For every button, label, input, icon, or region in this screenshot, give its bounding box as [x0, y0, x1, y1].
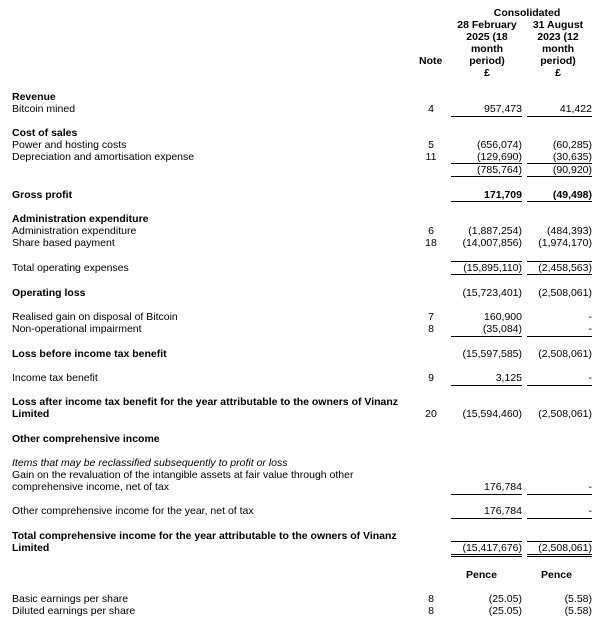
diluted-eps-note: 8 — [428, 605, 434, 617]
pence-header-2023: Pence — [541, 569, 572, 581]
basic-eps-note: 8 — [428, 593, 434, 605]
cos-total-2025: (785,764) — [477, 164, 522, 176]
realised-gain-2025: 160,900 — [484, 311, 522, 323]
itb-rule-2 — [527, 385, 592, 386]
gross-rule-1 — [451, 201, 522, 202]
loss-before-tax-2023: (2,508,061) — [538, 348, 592, 360]
admin-heading: Administration expenditure — [12, 213, 149, 225]
realised-gain-2023: - — [588, 311, 592, 323]
basic-eps-2023: (5.58) — [564, 593, 592, 605]
oci-net-rule-2 — [527, 518, 592, 519]
operating-loss-2023: (2,508,061) — [538, 287, 592, 299]
impairment-rule-1 — [451, 336, 522, 337]
power-hosting-note: 5 — [428, 139, 434, 151]
gross-profit-2025: 171,709 — [484, 189, 522, 201]
itb-rule-1 — [451, 385, 522, 386]
power-hosting-2023: (60,285) — [552, 139, 592, 151]
loss-before-tax-2025: (15,597,585) — [462, 348, 522, 360]
admin-expenditure-note: 6 — [428, 225, 434, 237]
total-opex-label: Total operating expenses — [12, 262, 129, 274]
cos-rule-bottom-2 — [527, 176, 592, 177]
depreciation-label: Depreciation and amortisation expense — [12, 151, 195, 163]
realised-gain-label: Realised gain on disposal of Bitcoin — [12, 311, 178, 323]
bitcoin-mined-label: Bitcoin mined — [12, 103, 76, 115]
loss-after-tax-label: Loss after income tax benefit for the year attributable to the owners of Vinanz Limited — [12, 396, 399, 420]
admin-expenditure-2023: (484,393) — [547, 225, 592, 237]
cos-rule-bottom-1 — [451, 176, 522, 177]
revenue-heading: Revenue — [12, 91, 56, 103]
impairment-2025: (35,084) — [482, 323, 522, 335]
oci-net-2023: - — [588, 505, 592, 517]
total-comprehensive-2025: (15,417,676) — [462, 542, 522, 554]
opex-rule-bottom-2 — [527, 274, 592, 275]
tci-double-rule-1 — [451, 554, 522, 557]
admin-expenditure-label: Administration expenditure — [12, 225, 137, 237]
oci-net-label: Other comprehensive income for the year, net of tax — [12, 505, 254, 517]
income-tax-benefit-label: Income tax benefit — [12, 372, 98, 384]
basic-eps-2025: (25.05) — [488, 593, 522, 605]
total-opex-2023: (2,458,563) — [538, 262, 592, 274]
gross-profit-2023: (49,498) — [552, 189, 592, 201]
impairment-label: Non-operational impairment — [12, 323, 142, 335]
gross-profit-label: Gross profit — [12, 189, 73, 201]
total-opex-2025: (15,895,110) — [463, 262, 522, 274]
revenue-rule-1 — [451, 116, 522, 117]
share-based-payment-label: Share based payment — [12, 237, 115, 249]
realised-gain-note: 7 — [428, 311, 434, 323]
share-based-payment-note: 18 — [425, 237, 437, 249]
cost-of-sales-heading: Cost of sales — [12, 127, 78, 139]
oci-net-rule-1 — [451, 518, 522, 519]
oci-reclassified-text: Items that may be reclassified subsequently to profit or loss — [12, 457, 288, 469]
loss-after-tax-2025: (15,594,460) — [462, 408, 522, 420]
income-tax-benefit-2025: 3,125 — [495, 372, 522, 384]
impairment-rule-2 — [527, 336, 592, 337]
depreciation-2023: (30,635) — [552, 151, 592, 163]
revenue-rule-2 — [527, 116, 592, 117]
oci-heading: Other comprehensive income — [12, 433, 160, 445]
oci-gain-2025: 176,784 — [484, 481, 522, 493]
bitcoin-mined-2025: 957,473 — [484, 103, 522, 115]
impairment-2023: - — [588, 323, 592, 335]
impairment-note: 8 — [428, 323, 434, 335]
operating-loss-label: Operating loss — [12, 287, 86, 299]
total-comprehensive-label: Total comprehensive income for the year attributable to the owners of Vinanz Limited — [12, 530, 397, 554]
note-header: Note — [419, 55, 443, 67]
col-2025-header: 28 February 2025 (18 month period) £ — [457, 19, 517, 79]
income-tax-benefit-2023: - — [588, 372, 592, 384]
opex-rule-bottom-1 — [451, 274, 522, 275]
loss-after-tax-note: 20 — [425, 408, 437, 420]
admin-expenditure-2025: (1,887,254) — [468, 225, 522, 237]
pence-header-2025: Pence — [466, 569, 497, 581]
oci-gain-2023: - — [588, 481, 592, 493]
oci-gain-label: Gain on the revaluation of the intangible assets at fair value through other comprehensive income, net of tax — [12, 469, 354, 493]
cos-total-2023: (90,920) — [552, 164, 592, 176]
col-2023-header: 31 August 2023 (12 month period) £ — [532, 19, 584, 79]
tci-double-rule-2 — [527, 554, 592, 557]
share-based-payment-2023: (1,974,170) — [538, 237, 592, 249]
oci-net-2025: 176,784 — [484, 505, 522, 517]
loss-before-tax-label: Loss before income tax benefit — [12, 348, 167, 360]
oci-gain-rule-2 — [527, 494, 592, 495]
consolidated-header: Consolidated — [493, 7, 561, 19]
diluted-eps-2023: (5.58) — [564, 605, 592, 617]
bitcoin-mined-note: 4 — [428, 103, 434, 115]
share-based-payment-2025: (14,007,856) — [462, 237, 522, 249]
basic-eps-label: Basic earnings per share — [12, 593, 129, 605]
power-hosting-2025: (656,074) — [477, 139, 522, 151]
diluted-eps-2025: (25.05) — [488, 605, 522, 617]
gross-rule-2 — [527, 201, 592, 202]
bitcoin-mined-2023: 41,422 — [559, 103, 592, 115]
oci-gain-rule-1 — [451, 494, 522, 495]
power-hosting-label: Power and hosting costs — [12, 139, 127, 151]
total-comprehensive-2023: (2,508,061) — [538, 542, 592, 554]
operating-loss-2025: (15,723,401) — [462, 287, 522, 299]
depreciation-2025: (129,690) — [477, 151, 522, 163]
income-tax-benefit-note: 9 — [428, 372, 434, 384]
loss-after-tax-2023: (2,508,061) — [538, 408, 592, 420]
diluted-eps-label: Diluted earnings per share — [12, 605, 136, 617]
depreciation-note: 11 — [425, 151, 437, 163]
